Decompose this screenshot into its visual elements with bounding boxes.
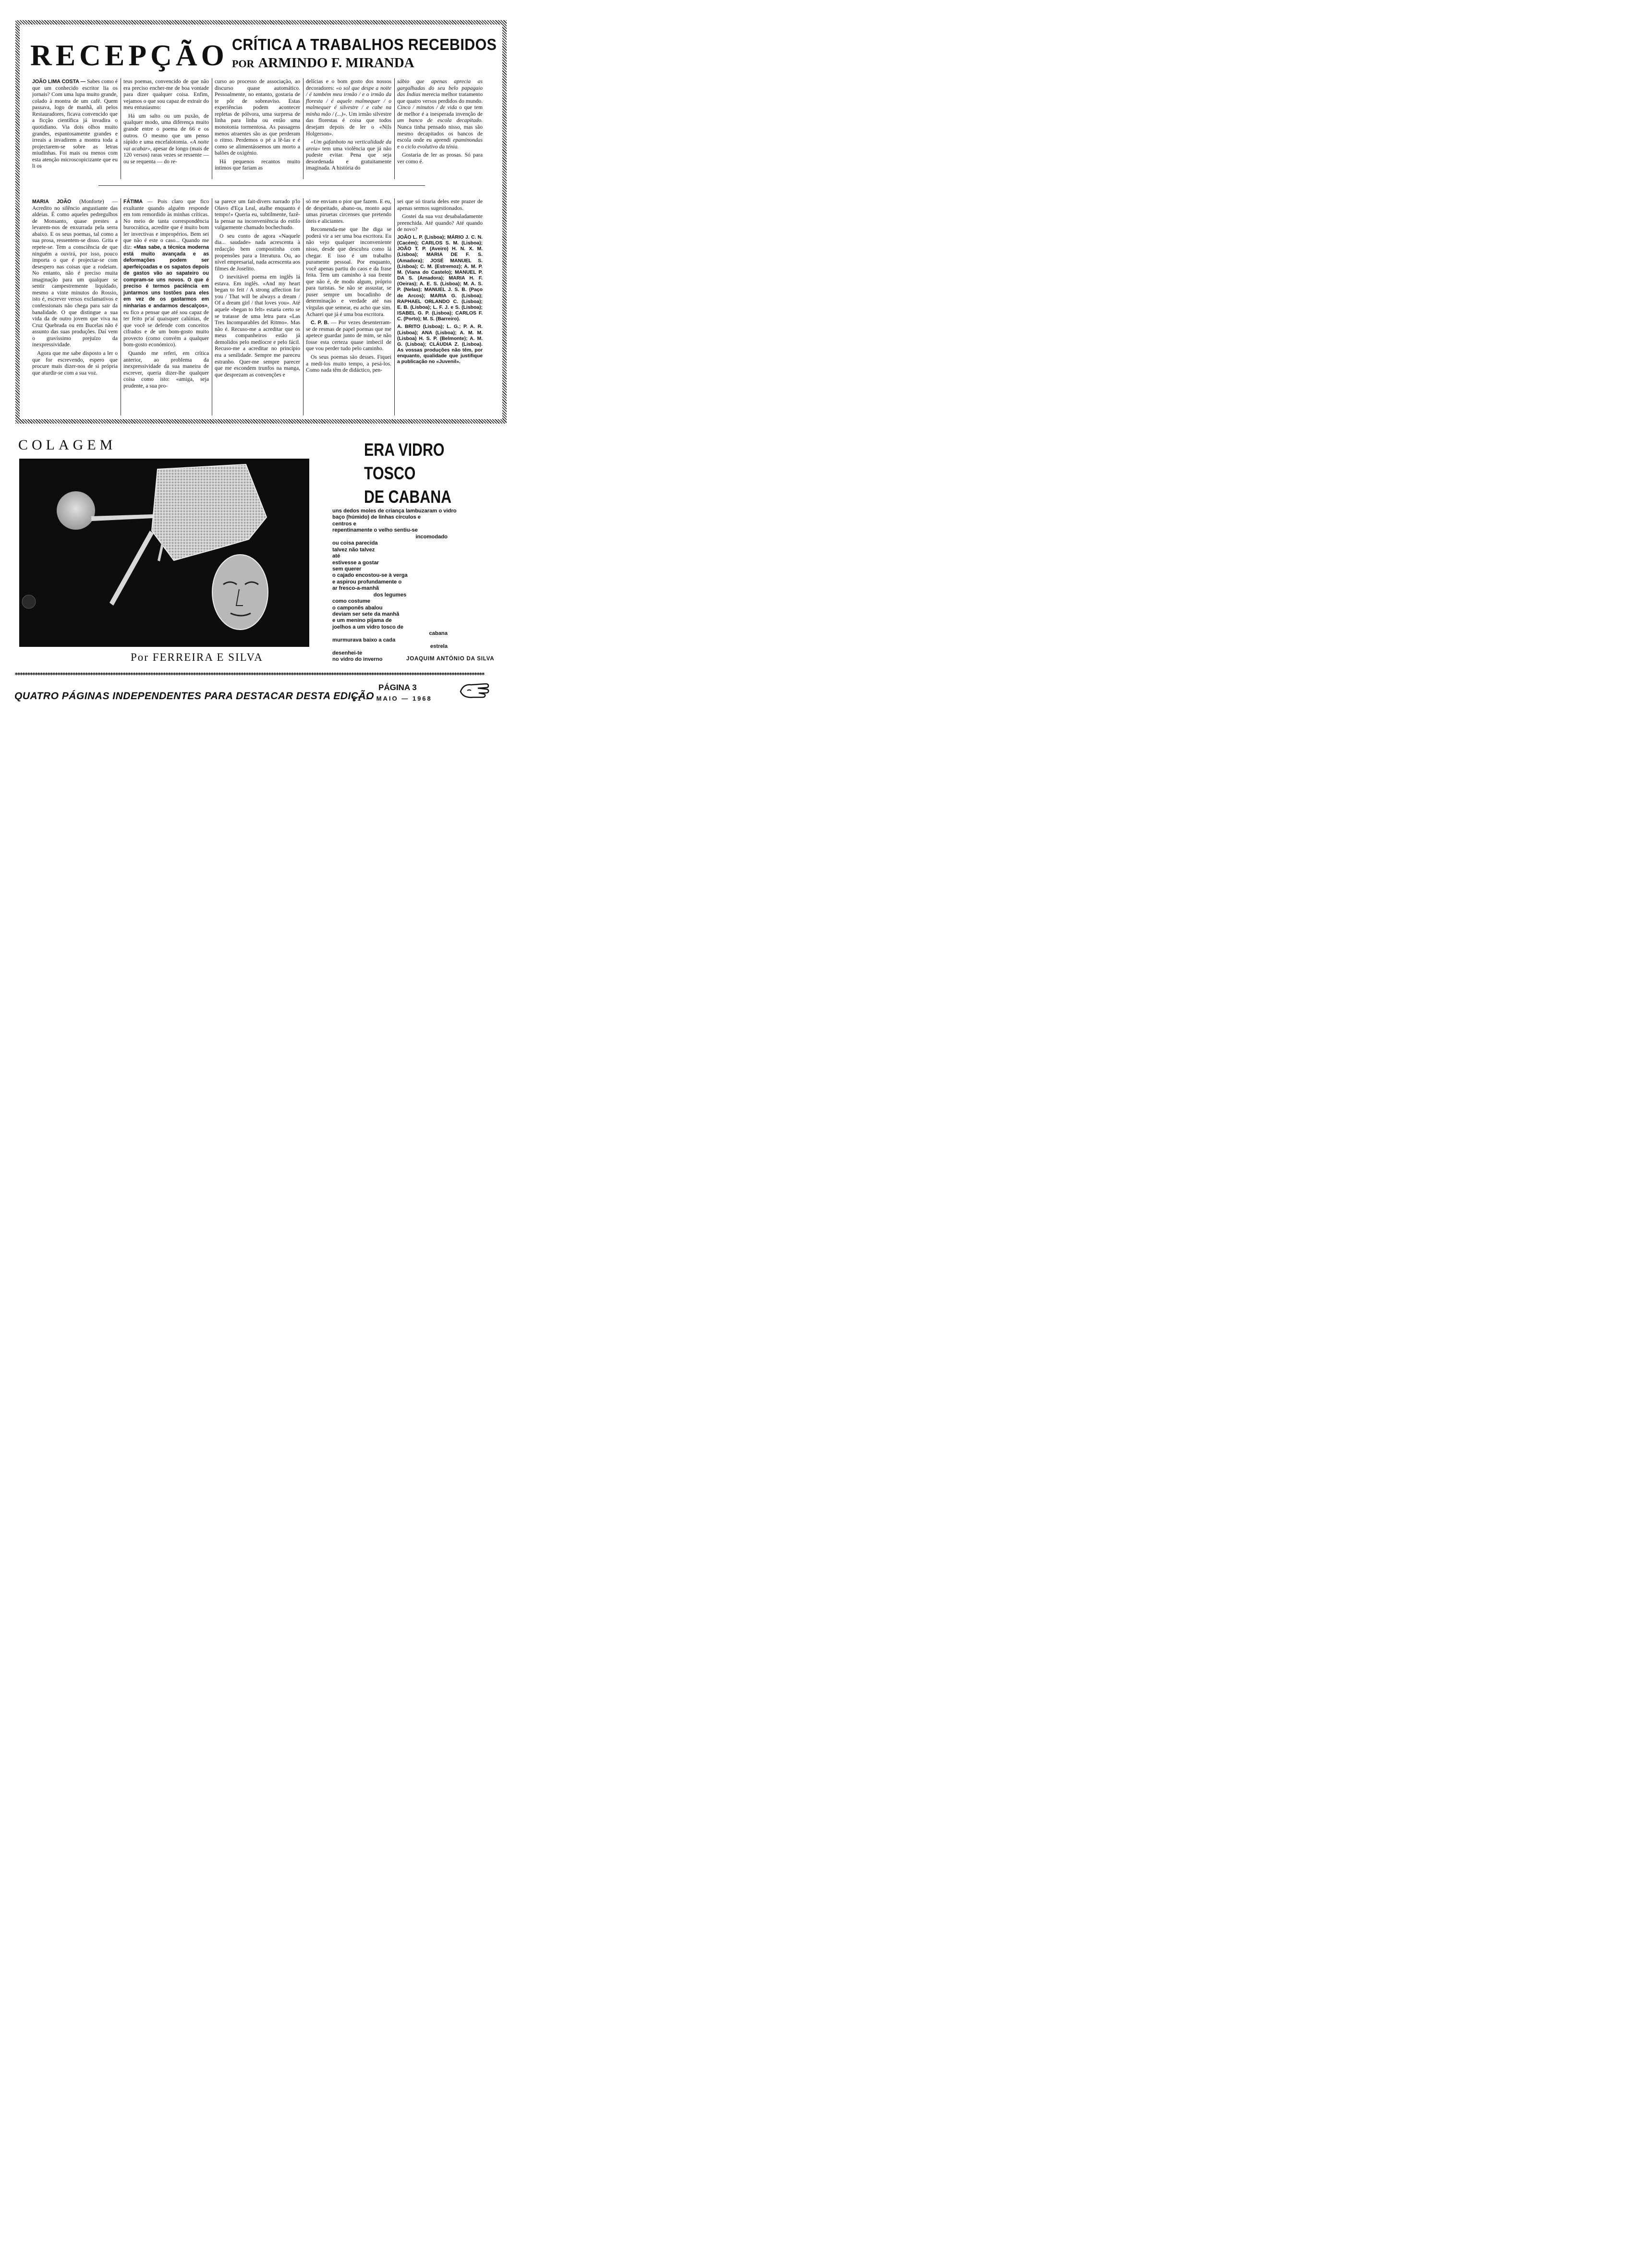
poem-line: dos legumes (373, 592, 407, 598)
paragraph: Quando me referi, em crítica anterior, ao problema da inexpressividade da sua maneira de escrever, queria dizer-lhe qualquer coisa como isto: «amiga, seja prudente, a sua pro- (123, 350, 209, 389)
paragraph: Recomenda-me que lhe diga se poderá vir a ser uma boa escritora. Eu não vejo qualquer inconveniente nisso, desde que descubra como lá chegar. E isso é um trabalho puramente pessoal. Por enquanto, você apenas partiu do caos e da frase feita. Tem um caminho à sua frente que não é, de modo algum, próprio para turistas. Se não se assustar, se puser sempre um bocadinho de determinação e verdade até nas vírgulas que semear, eu acho que sim. Acharei que já é uma boa escritora. (306, 226, 391, 317)
paragraph: O inevitável poema em inglês lá estava. Em inglês. «And my heart began to feit / A strong affection for you / That will be always a dream / Of a dream girl / that loves you». Até aquele «began to felt» estaria certo se se tratasse de uma letra para «Las Tres Incomparables del Ritmo». Mas não é. Recuso-me a acreditar que os meus companheiros estão já demolidos pelo medíocre e pelo fácil. Recuso-me a acreditar no princípio era a senilidade. Sempre me pareceu estranho. Quer-me sempre parecer que me escondem trunfos na manga, que desprezam as convenções e (215, 274, 300, 378)
column-rule (303, 198, 304, 415)
collage-image (19, 459, 309, 647)
column-rule (394, 198, 395, 415)
upper-column-5 (397, 78, 483, 178)
paragraph: Agora que me sabe disposto a ler o que for escrevendo, espero que procure mais dizer-nos de si própria que aturdir-se com a sua voz. (32, 350, 118, 376)
column-rule (303, 78, 304, 179)
paragraph: Há pequenos recantos muito íntimos que fariam as (215, 158, 300, 171)
text-run: , eu fico a pensar que até sou capaz de ter feito pr'aí quaisquer calúnias, de que você se defende com conceitos cifrados e de um bom-gosto muito provecto (como convém a qualquer bom-gosto económico). (123, 303, 209, 348)
colagem-title: COLAGEM (18, 437, 117, 453)
bold-quote: «Mas sabe, a técnica moderna está muito avançada e as deformações podem ser aperfeiçoadas e os sapatos depois de gastos vão ao sapateiro ou compram-se uns novos. O que é preciso é termos paciência em juntarmos uns tostões para eles em vez de os gastarmos em ninharias e andarmos descalços» (123, 244, 209, 309)
poem-line: ou coisa parecida (332, 540, 378, 547)
paragraph: curso ao processo de associação, ao discurso quase automático. Pessoalmente, no entanto, gostaria de te pôr de sobreaviso. Estas experiências podem acontecer repletas de pólvora, uma surpresa de linha para linha ou então uma monotonia tormentosa. As passagens menos atraentes são as que perderam o ritmo. Perdemos o pé a lê-las e é como se alimentássemos um morto a balões de oxigénio. (215, 78, 300, 157)
poem-line: e aspirou profundamente o (332, 579, 402, 585)
text-run: tem uma violência que já não pudeste evitar. Pena que seja desordenada e gratuitamente imaginada. A história do (306, 145, 391, 171)
paragraph: Os seus poemas são desses. Fiquei a medi-los muito tempo, a pesá-los. Como nada têm de didáctico, pen- (306, 353, 391, 374)
poem-line: desenhei-te (332, 650, 363, 656)
section-divider (98, 185, 425, 186)
italic-quote: «o sol que despe a noite / é também meu irmão / e o irmão da floresta / é aquele malmequer / o malmequer é silvestre / e cabe na minha mão / (...)». (306, 85, 391, 117)
text-run: merecia melhor tratamento que quatro versos perdidos do mundo. (397, 91, 483, 104)
poem-title: ERA VIDRO TOSCO DE CABANA (364, 440, 452, 507)
names-list: JOÃO L. P. (Lisboa); MÁRIO J. C. N. (Cacém); CARLOS S. M. (Lisboa); JOÃO T. P. (Aveiro) H. N. X. M. (Lisboa); MARIA DE F. S. (Amadora); JOSÉ MANUEL S. (Lisboa); C. M. (Estremoz); A. M. P. M. (Viana do Castelo); MANUEL P. DA S. (Amadora); MARIA H. F. (Oeiras); A. E. S. (Lisboa); M. A. S. P. (Nelas); MANUEL J. S. B. (Paço de Arcos); MARIA G. (Lisboa); RAPHAEL ORLANDO C. (Lisboa); E. B. (Lisboa); L. F. J. e S. (Lisboa); ISABEL G. P. (Lisboa); CARLOS F. C. (Porto); M. S. (Barreiro). (397, 234, 483, 322)
poem-line: e um menino pijama de (332, 618, 392, 624)
lower-column-5 (397, 198, 483, 415)
poem-line: como costume (332, 598, 370, 605)
upper-column-2 (123, 78, 209, 178)
column-rule (394, 78, 395, 179)
text-run: delícias e o bom gosto dos nossos decoradores: (306, 78, 391, 91)
poem-line: baço (húmido) de linhas círculos e (332, 514, 421, 521)
italic-quote: sábio que apenas aprecia as gargalhadas do seu belo papagaio das Índias (397, 78, 483, 98)
poem-line: incomodado (415, 534, 448, 540)
italic-quote: «Um gafanhoto na verticalidade da areia» (306, 139, 391, 152)
correspondent-name: MARIA JOÃO (32, 199, 72, 205)
textured-cloth (152, 464, 267, 560)
poem-line: repentinamente o velho sentiu-se (332, 527, 418, 534)
lower-column-1 (32, 198, 118, 415)
text-run: — Pois claro que fico exultante quando alguém responde em tom remordido às minhas críticas. No meio de tanta correspondência burocrática, acredite que é muito bom ler invectivas e impropérios. Bem sei que não é este o caso... Quando me diz: (123, 198, 209, 250)
lower-column-3 (215, 198, 300, 415)
beam-down (109, 531, 154, 606)
paragraph: sa parece um fait-divers narrado p'lo Olavo d'Eça Leal, atalhe enquanto é tempo!» Queria eu, subtilmente, fazê-la pensar na inconveniência do estilo vulgarmente chamado bochechudo. (215, 198, 300, 231)
italic-quote: epaminondas (453, 137, 483, 144)
text-run: — Por vezes desenterram-se de resmas de papel poemas que me apetece guardar junto de mim, se não fosse esta certeza quase imbecil de que vou perder tudo pelo caminho. (306, 319, 391, 352)
page-number: PÁGINA 3 (378, 683, 417, 692)
poem-author: JOAQUIM ANTÓNIO DA SILVA (406, 656, 495, 662)
text-run: , apesar de longo (mais de 120 versos) raras vezes se ressente — ou se requenta — do re- (123, 145, 209, 165)
italic-quote: «A noite vai acabar» (123, 139, 209, 152)
face-mask (212, 555, 268, 630)
paragraph: O seu conto de agora «Naquele dia... saudade» nada acrescenta à redacção bem compostinha com propensões para a literatura. Ou, ao nível empresarial, nada acrescenta aos filmes de Joselito. (215, 232, 300, 272)
poem-line: talvez não talvez (332, 547, 375, 553)
poem-line: o camponês abalou (332, 605, 383, 611)
paragraph: Gostaria de ler as prosas. Só para ver como é. (397, 152, 483, 165)
poem-line: ar fresco-a-manhã (332, 585, 379, 592)
text-run: Um irmão silvestre das florestas é coisa que todos desejam depois de ler o «Nils Holgerson». (306, 110, 391, 137)
text-run: o que tem de melhor é a inesperada invenção de (397, 104, 483, 117)
correspondent-name: JOÃO LIMA COSTA — (32, 79, 86, 85)
beam-left (91, 514, 153, 521)
correspondent-location: (Monforte) (79, 198, 104, 205)
names-list: A. BRITO (Lisboa); L. G.; P. A. R. (Lisboa); ANA (Lisboa); A. M. M. (Lisboa) H. S. P. (Belmonte); A. M. G. (Lisboa); CLÁUDIA Z. (Lisboa). As vossas produções não têm, por enquanto, qualidade que justifique a publicação no «Juvenil». (397, 324, 483, 365)
lower-column-2 (123, 198, 209, 415)
poem-line: estrela (430, 644, 448, 650)
byline-prefix: POR (232, 58, 255, 70)
colagem-credit: Por FERREIRA E SILVA (131, 651, 263, 663)
poem-line: murmurava baixo a cada (332, 637, 396, 643)
paragraph: teus poemas, convencido de que não era preciso encher-me de boa vontade para dizer qualquer coisa. Enfim, vejamos o que sou capaz de extrair do meu entusiasmo: (123, 78, 209, 111)
section-title: RECEPÇÃO (30, 39, 228, 72)
poem-line: até (332, 553, 340, 559)
pointing-hand-icon (459, 681, 492, 703)
italic-quote: ciclo evolutivo da ténia. (405, 143, 459, 150)
poem-line: uns dedos moles de criança lambuzaram o vidro (332, 508, 457, 514)
poem-line: estivesse a gostar (332, 559, 379, 566)
footer-star-rule: ******************************************************************************************************************************************************************************************* (14, 672, 484, 679)
issue-date: 21 — MAIO — 1968 (352, 695, 432, 702)
text-run: — Acredito no silêncio angustiante das aldeias. É como aqueles pedregulhos de Monsanto, quase prestes a levarem-nos de enxurrada pela serra abaixo. E os seus poemas, tal como a sua prosa, ressentem-se disso. Grita e repete-se. Tem a consciência de que ninguém a ouvirá, por isso, pouco importa o que é projectar-se com desespero nas coisas que a rodeiam. No entanto, não é preciso muita imaginação para um qualquer se sentir campestremente liquidado, mesmo a vinte minutos do Rossio, isto é, escrever versos exclamativos e confessionais não chega para sair da banalidade. O que distingue a sua vida da de outro jovem que viva na Cruz Quebrada ou em Bucelas não é assunto das suas produções. Daí vem o gravíssimo prejuízo da inexpressividade. (32, 198, 118, 348)
italic-quote: Cinco / minutos / de vida (397, 104, 457, 111)
collage-artwork (19, 459, 309, 647)
moon-shape (57, 491, 95, 530)
upper-column-1 (32, 78, 118, 178)
stamp-mark (22, 595, 36, 608)
byline-name: ARMINDO F. MIRANDA (258, 55, 414, 71)
text-run: Há um salto ou um puxão, de qualquer modo, uma diferença muito grande entre o poema de 66 e os outros. O mesmo que um penso rápido e uma encefalotomia. (123, 112, 209, 146)
text-run: Nunca tinha pensado nisso, mas são mesmo decapitados os bancos de escola onde eu aprendi (397, 123, 483, 144)
poem-line: deviam ser sete da manhã (332, 611, 400, 617)
upper-column-4 (306, 78, 391, 178)
footer-banner: QUATRO PÁGINAS INDEPENDENTES PARA DESTACAR DESTA EDIÇÃO (14, 691, 374, 702)
poem-line: joelhos a um vidro tosco de (332, 624, 403, 630)
paragraph: só me enviam o pior que fazem. E eu, de despeitado, abano-os, monto aqui umas piruetas circenses que pretendo úteis e aliciantes. (306, 198, 391, 224)
beam-thin (158, 543, 164, 561)
poem-line: o cajado encostou-se à verga (332, 572, 408, 579)
poem-line: centros e (332, 521, 356, 527)
correspondent-name: C. P. B. (311, 320, 329, 326)
lower-column-4 (306, 198, 391, 415)
poem-line: sem querer (332, 566, 362, 572)
poem-line: cabana (429, 631, 448, 637)
upper-column-3 (215, 78, 300, 178)
paragraph: Sabes como é que um conhecido escritor lia os jornais? Com uma lupa muito grande, colado à montra de um café. Quem passava, logo de manhã, ali pelos Restauradores, ficava convencido que a ficção científica já invadira o quotidiano. Via dois olhos muito grandes, espantosamente grandes e irreais a invadirem a montra toda a projectarem-se sobre as letras miudinhas. Foi mais ou menos com esta atenção microscopicizante que eu li os (32, 78, 118, 170)
text-run: e o (397, 143, 404, 150)
paragraph: Gostei da sua voz desabaladamente preenchida. Até quando? Até quando de novo? (397, 213, 483, 233)
italic-quote: um banco de escola decapitado. (397, 117, 483, 124)
correspondent-name: FÁTIMA (123, 199, 143, 205)
paragraph: sei que só tiraria deles este prazer de apenas sermos sugestionados. (397, 198, 483, 211)
poem-line: no vidro do inverno (332, 656, 383, 663)
subtitle: CRÍTICA A TRABALHOS RECEBIDOS (232, 36, 497, 53)
byline (232, 56, 414, 70)
